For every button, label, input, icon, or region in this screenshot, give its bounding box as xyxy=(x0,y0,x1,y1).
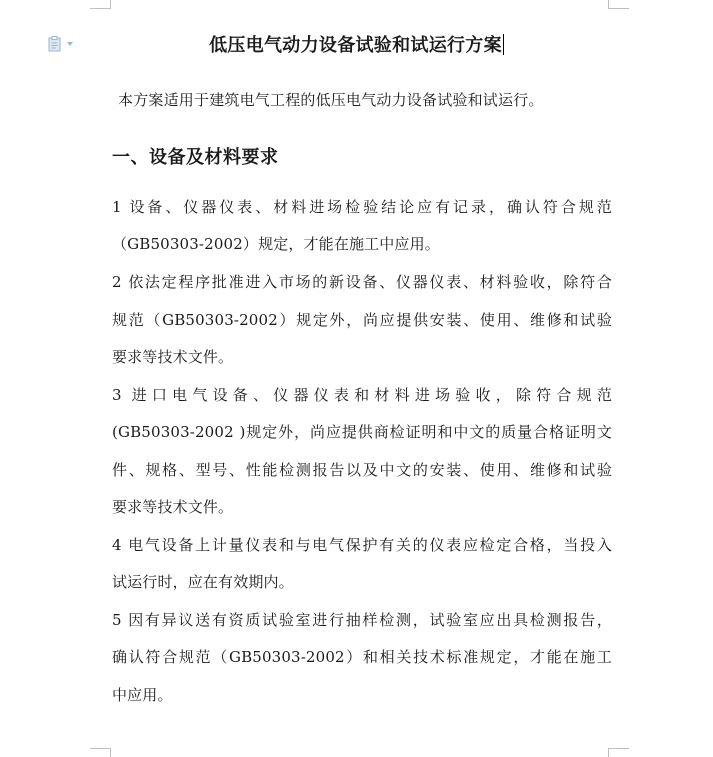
body-line[interactable]: 2 依法定程序批准进入市场的新设备、仪器仪表、材料验收，除符合 xyxy=(112,273,612,291)
document-title-text: 低压电气动力设备试验和试运行方案 xyxy=(209,35,502,56)
body-line[interactable]: 要求等技术文件。 xyxy=(112,348,234,366)
body-line[interactable]: 确认符合规范（GB50303-2002）和相关技术标准规定，才能在施工 xyxy=(112,648,612,666)
section-heading[interactable]: 一、设备及材料要求 xyxy=(112,147,279,168)
body-line[interactable]: 4 电气设备上计量仪表和与电气保护有关的仪表应检定合格，当投入 xyxy=(112,536,612,554)
body-line[interactable]: 要求等技术文件。 xyxy=(112,498,234,516)
intro-paragraph[interactable]: 本方案适用于建筑电气工程的低压电气动力设备试验和试运行。 xyxy=(118,91,544,109)
body-line[interactable]: （GB50303-2002）规定，才能在施工中应用。 xyxy=(112,235,440,253)
body-line[interactable]: 1 设备、仪器仪表、材料进场检验结论应有记录，确认符合规范 xyxy=(112,198,612,216)
page-corner-mark xyxy=(90,0,111,9)
body-line[interactable]: 3 进口电气设备、仪器仪表和材料进场验收，除符合规范 xyxy=(112,386,612,404)
body-line[interactable]: 中应用。 xyxy=(112,686,173,704)
body-line[interactable]: (GB50303-2002 )规定外，尚应提供商检证明和中文的质量合格证明文 xyxy=(112,423,612,441)
body-line[interactable]: 件、规格、型号、性能检测报告以及中文的安装、使用、维修和试验 xyxy=(112,461,612,479)
text-cursor xyxy=(503,34,504,55)
document-title[interactable] xyxy=(0,31,713,57)
body-line[interactable]: 试运行时，应在有效期内。 xyxy=(112,573,294,591)
page-corner-mark xyxy=(608,0,629,9)
body-line[interactable]: 5 因有异议送有资质试验室进行抽样检测，试验室应出具检测报告， xyxy=(112,611,612,629)
body-line[interactable]: 规范（GB50303-2002）规定外，尚应提供安装、使用、维修和试验 xyxy=(112,311,612,329)
